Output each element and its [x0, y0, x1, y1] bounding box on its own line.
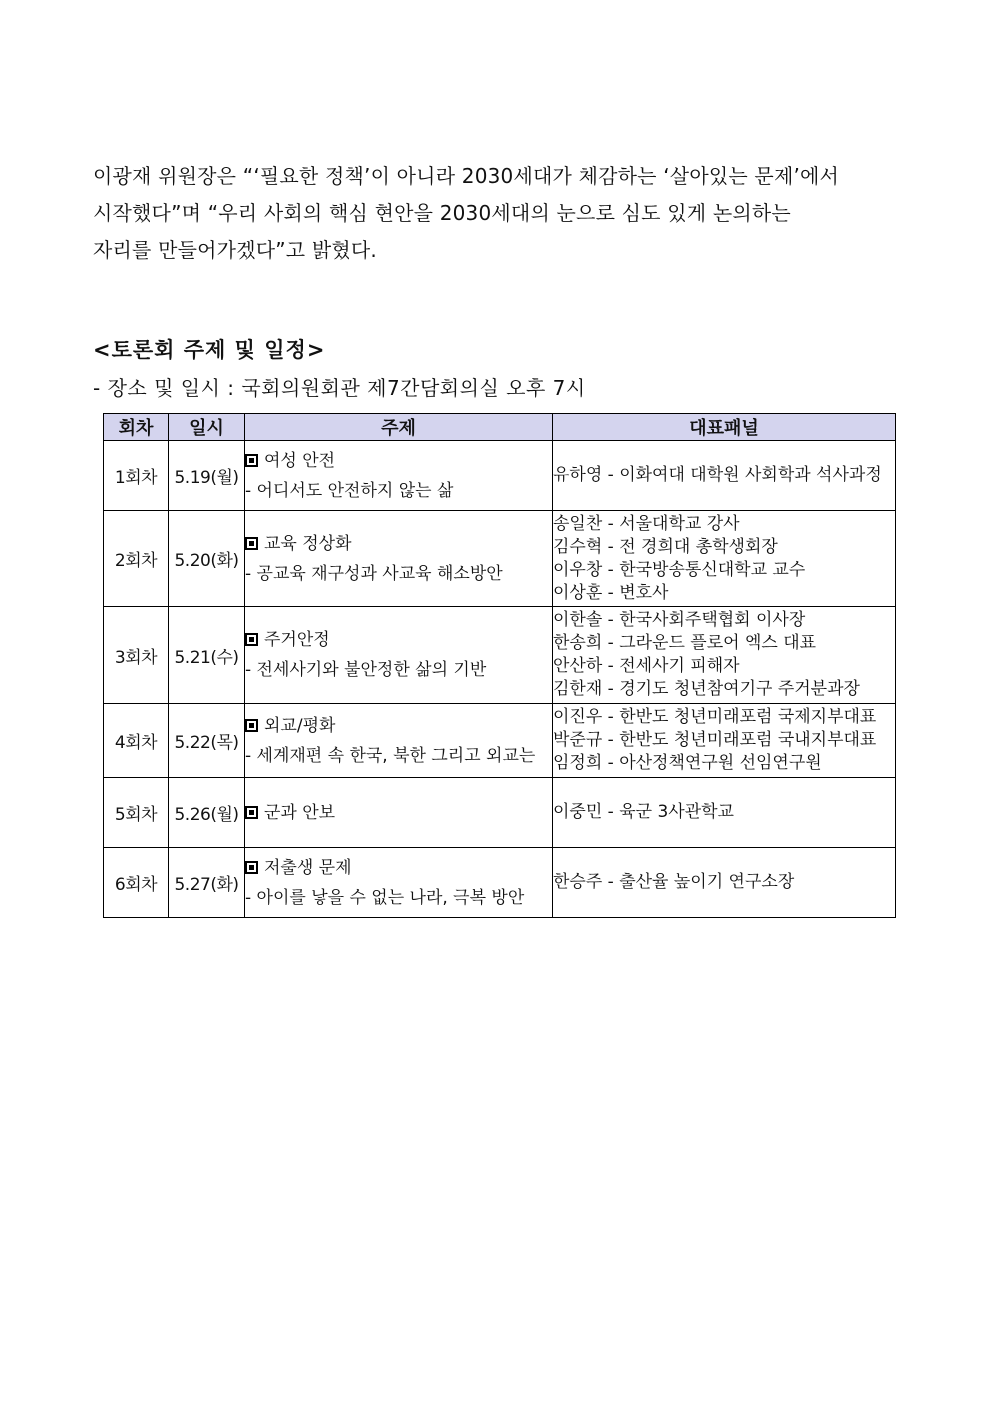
topic-title [245, 711, 552, 741]
topic-cell [245, 441, 553, 511]
panelist: 안산하 - 전세사기 피해자 [553, 656, 740, 676]
table-row [104, 848, 896, 918]
panelist: 이우창 - 한국방송통신대학교 교수 [553, 559, 806, 580]
topic-subtitle: - 공교육 재구성과 사교육 해소방안 [245, 563, 503, 584]
date-cell: 5.20(화) [169, 511, 245, 607]
checkbox-filled-icon [245, 861, 258, 874]
date-cell: 5.22(목) [169, 704, 245, 778]
round-cell: 1회차 [104, 441, 169, 511]
panelist: 김수혁 - 전 경희대 총학생회장 [553, 536, 778, 557]
table-row [104, 511, 896, 607]
topic-cell [245, 848, 553, 918]
topic-subtitle: - 아이를 낳을 수 없는 나라, 극복 방안 [245, 887, 525, 908]
topic-title-text: 주거안정 [264, 630, 330, 650]
paragraph-line: 시작했다”며 “우리 사회의 핵심 현안을 2030세대의 눈으로 심도 있게 논의하는 [93, 201, 791, 225]
round-cell: 5회차 [104, 778, 169, 848]
panelist: 한승주 - 출산율 높이기 연구소장 [553, 872, 795, 892]
round-cell: 4회차 [104, 704, 169, 778]
panel-cell [553, 607, 896, 704]
panelist: 이한솔 - 한국사회주택협회 이사장 [553, 610, 806, 630]
panel-cell [553, 704, 896, 778]
table-row [104, 778, 896, 848]
checkbox-filled-icon [245, 719, 258, 732]
date-cell: 5.27(화) [169, 848, 245, 918]
topic-subtitle: - 세계재편 속 한국, 북한 그리고 외교는 [245, 745, 536, 766]
paragraph-line: 자리를 만들어가겠다”고 밝혔다. [93, 238, 377, 262]
panelist: 송일찬 - 서울대학교 강사 [553, 513, 740, 534]
topic-title [245, 853, 552, 883]
round-cell: 3회차 [104, 607, 169, 704]
round-cell: 2회차 [104, 511, 169, 607]
table-header-row [104, 414, 896, 441]
table-row [104, 607, 896, 704]
panelist: 박준규 - 한반도 청년미래포럼 국내지부대표 [553, 730, 877, 750]
topic-cell [245, 704, 553, 778]
schedule-table [103, 413, 896, 918]
topic-title-text: 여성 안전 [264, 450, 336, 471]
date-cell: 5.19(월) [169, 441, 245, 511]
topic-title [245, 625, 552, 655]
checkbox-filled-icon [245, 633, 258, 646]
topic-cell [245, 511, 553, 607]
table-row [104, 441, 896, 511]
table-row [104, 704, 896, 778]
header-date: 일시 [169, 414, 245, 441]
checkbox-filled-icon [245, 537, 258, 550]
panelist: 이진우 - 한반도 청년미래포럼 국제지부대표 [553, 707, 877, 727]
topic-title [245, 798, 552, 828]
panel-cell [553, 511, 896, 607]
topic-title-text: 외교/평화 [264, 715, 336, 736]
header-panel: 대표패널 [553, 414, 896, 441]
topic-title-text: 군과 안보 [264, 802, 336, 823]
panelist: 이중민 - 육군 3사관학교 [553, 802, 734, 822]
date-cell: 5.26(월) [169, 778, 245, 848]
header-topic: 주제 [245, 414, 553, 441]
intro-paragraph [93, 158, 898, 269]
panel-cell [553, 441, 896, 511]
panelist: 김한재 - 경기도 청년참여기구 주거분과장 [553, 679, 860, 699]
date-cell: 5.21(수) [169, 607, 245, 704]
panelist: 한송희 - 그라운드 플로어 엑스 대표 [553, 633, 817, 653]
topic-title [245, 446, 552, 476]
checkbox-filled-icon [245, 454, 258, 467]
panelist: 이상훈 - 변호사 [553, 582, 669, 603]
section-title: <토론회 주제 및 일정> [93, 338, 326, 362]
panelist: 임정희 - 아산정책연구원 선임연구원 [553, 753, 822, 773]
panel-cell [553, 848, 896, 918]
round-cell: 6회차 [104, 848, 169, 918]
topic-title-text: 저출생 문제 [264, 857, 352, 878]
topic-subtitle: - 어디서도 안전하지 않는 삶 [245, 480, 454, 501]
topic-cell [245, 607, 553, 704]
checkbox-filled-icon [245, 806, 258, 819]
topic-subtitle: - 전세사기와 불안정한 삶의 기반 [245, 660, 487, 680]
topic-cell [245, 778, 553, 848]
venue-line: - 장소 및 일시 : 국회의원회관 제7간담회의실 오후 7시 [93, 376, 586, 400]
panel-cell [553, 778, 896, 848]
panelist: 유하영 - 이화여대 대학원 사회학과 석사과정 [553, 465, 882, 485]
topic-title-text: 교육 정상화 [264, 533, 352, 554]
paragraph-line: 이광재 위원장은 “‘필요한 정책’이 아니라 2030세대가 체감하는 ‘살아있는 문제’에서 [93, 164, 840, 188]
topic-title [245, 529, 552, 559]
header-round: 회차 [104, 414, 169, 441]
